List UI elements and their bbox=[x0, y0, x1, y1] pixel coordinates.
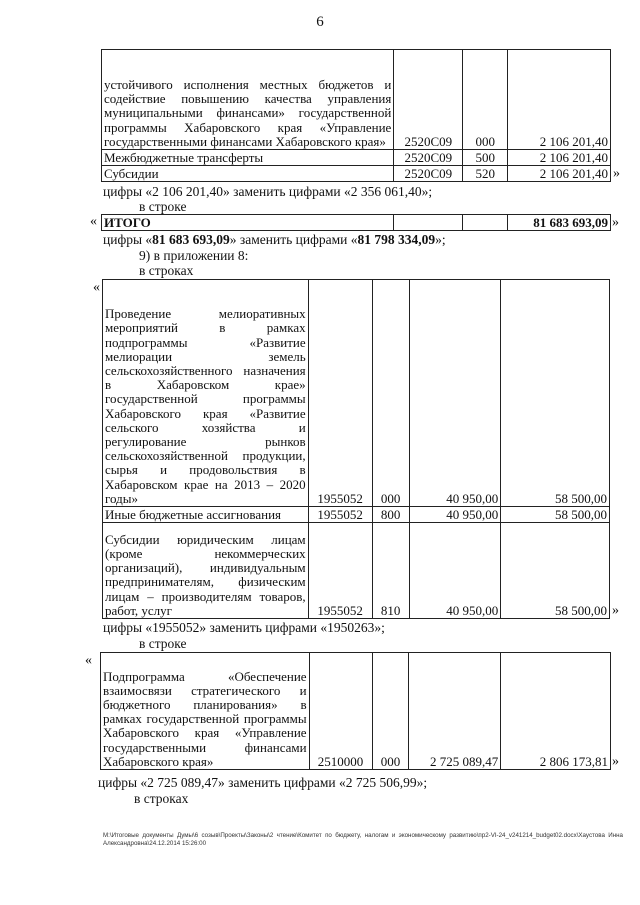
table-cell-vr: 500 bbox=[463, 150, 508, 166]
total-table bbox=[101, 214, 611, 231]
table-cell-code: 2520С09 bbox=[394, 50, 463, 150]
opening-quote: « bbox=[85, 653, 92, 668]
table-cell-amount: 58 500,00 bbox=[501, 523, 610, 619]
table-cell-description: Межбюджетные трансферты bbox=[102, 150, 394, 166]
table-cell-amount: 40 950,00 bbox=[409, 523, 501, 619]
table-cell-description: Подпрограмма «Обеспечение взаимосвязи стратегического и бюджетного планирования» в рамках государственной программы Хабаровского края «Управление государственными финансами Хабаровского края» bbox=[101, 653, 310, 770]
table-cell-amount: 2 106 201,40 bbox=[508, 150, 611, 166]
table-cell-amount: 2 106 201,40 bbox=[508, 50, 611, 150]
new-value: 81 798 334,09 bbox=[357, 232, 436, 247]
instruction-line: в строке bbox=[139, 199, 187, 214]
instruction-line: цифры «2 725 089,47» заменить цифрами «2 725 506,99»; bbox=[98, 775, 428, 790]
instruction-line: в строках bbox=[139, 263, 194, 278]
total-label: ИТОГО bbox=[102, 215, 394, 231]
table-cell-amount: 40 950,00 bbox=[409, 507, 501, 523]
table-cell-code: 1955052 bbox=[308, 523, 372, 619]
table-cell-description: Субсидии bbox=[102, 166, 394, 182]
instruction-text: »; bbox=[435, 232, 446, 247]
table-row bbox=[102, 166, 611, 182]
table-cell-vr: 000 bbox=[463, 50, 508, 150]
table-cell-amount: 2 806 173,81 bbox=[501, 653, 611, 770]
table-row bbox=[102, 50, 611, 150]
closing-quote: » bbox=[612, 754, 619, 769]
table-row bbox=[101, 653, 611, 770]
budget-table-2 bbox=[102, 279, 610, 619]
file-path-footer: M:\Итоговые документы Думы\6 созыв\Проекты\Законы\2 чтение\Комитет по бюджету, налогам и экономическому развитию\пр2-VI-24_v241214_budget02.docx\Хаустова Инна Александровна\24.12.2014 15:26:00 bbox=[103, 832, 623, 847]
table-cell-amount: 2 725 089,47 bbox=[409, 653, 501, 770]
instruction-line: цифры «2 106 201,40» заменить цифрами «2 356 061,40»; bbox=[103, 184, 433, 199]
table-cell-vr: 800 bbox=[372, 507, 409, 523]
table-cell-description: Проведение мелиоративных мероприятий в рамках подпрограммы «Развитие мелиорации земель сельскохозяйственного назначения в Хабаровском крае» государственной программы Хабаровского края «Развитие сельского хозяйства и регулирование рынков сельскохозяйственной продукции, сырья и продовольствия в Хабаровском крае на 2013 – 2020 годы» bbox=[103, 280, 309, 507]
table-cell-empty bbox=[394, 215, 463, 231]
table-cell-code: 1955052 bbox=[308, 280, 372, 507]
instruction-text: цифры « bbox=[103, 232, 153, 247]
table-cell-description: устойчивого исполнения местных бюджетов и содействие повышению качества управления муниципальными финансами» государственной программы Хабаровского края «Управление государственными финансами Хабаровского края» bbox=[102, 50, 394, 150]
instruction-line bbox=[103, 232, 446, 248]
table-row bbox=[103, 523, 610, 619]
instruction-line: цифры «1955052» заменить цифрами «1950263»; bbox=[103, 620, 385, 635]
budget-table-3 bbox=[100, 652, 611, 770]
instruction-line: 9) в приложении 8: bbox=[139, 248, 249, 263]
closing-quote: » bbox=[612, 603, 619, 618]
table-cell-code: 2510000 bbox=[309, 653, 372, 770]
total-amount: 81 683 693,09 bbox=[508, 215, 611, 231]
old-value: 81 683 693,09 bbox=[152, 232, 230, 247]
budget-table-1 bbox=[101, 49, 611, 182]
table-cell-description: Субсидии юридическим лицам (кроме некоммерческих организаций), индивидуальным предпринимателям, физическим лицам – производителям товаров, работ, услуг bbox=[103, 523, 309, 619]
table-cell-vr: 000 bbox=[372, 280, 409, 507]
instruction-line: в строках bbox=[134, 791, 189, 806]
table-cell-description: Иные бюджетные ассигнования bbox=[103, 507, 309, 523]
table-cell-amount: 58 500,00 bbox=[501, 280, 610, 507]
table-cell-code: 2520С09 bbox=[394, 150, 463, 166]
table-cell-amount: 2 106 201,40 bbox=[508, 166, 611, 182]
opening-quote: « bbox=[90, 214, 97, 229]
table-row bbox=[102, 150, 611, 166]
table-cell-code: 2520С09 bbox=[394, 166, 463, 182]
closing-quote: » bbox=[612, 215, 619, 230]
table-cell-amount: 40 950,00 bbox=[409, 280, 501, 507]
table-cell-vr: 000 bbox=[372, 653, 409, 770]
table-row bbox=[103, 280, 610, 507]
instruction-text: » заменить цифрами « bbox=[229, 232, 358, 247]
instruction-line: в строке bbox=[139, 636, 187, 651]
opening-quote: « bbox=[93, 280, 100, 295]
table-cell-code: 1955052 bbox=[308, 507, 372, 523]
closing-quote: » bbox=[613, 166, 620, 181]
page-number: 6 bbox=[316, 14, 324, 30]
table-cell-amount: 58 500,00 bbox=[501, 507, 610, 523]
table-cell-vr: 520 bbox=[463, 166, 508, 182]
table-row bbox=[102, 215, 611, 231]
table-cell-empty bbox=[463, 215, 508, 231]
table-row bbox=[103, 507, 610, 523]
table-cell-vr: 810 bbox=[372, 523, 409, 619]
